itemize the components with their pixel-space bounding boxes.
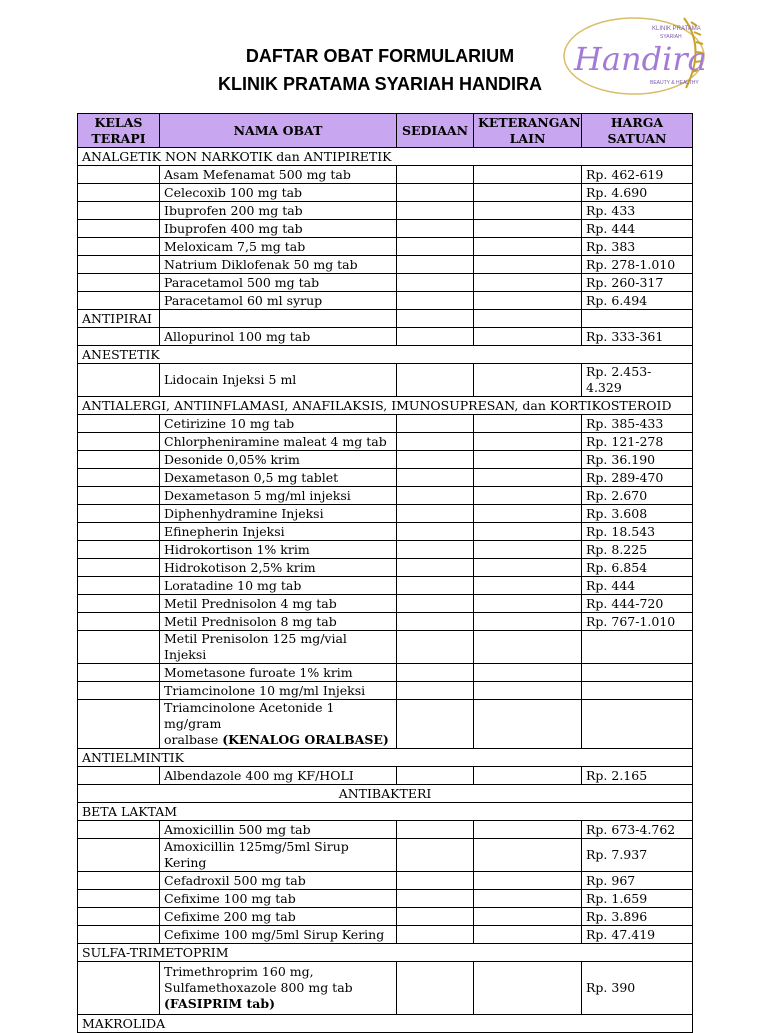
drug-price: Rp. 6.494 [582,292,693,310]
drug-price: Rp. 444-720 [582,595,693,613]
drug-name [160,700,397,749]
drug-name: Ibuprofen 400 mg tab [160,220,397,238]
table-row [78,926,693,944]
drug-price: Rp. 289-470 [582,469,693,487]
drug-name: Paracetamol 60 ml syrup [160,292,397,310]
drug-name-line-2: oralbase [164,732,223,747]
logo-brand: Handira [574,40,707,78]
table-row [78,541,693,559]
drug-price [582,682,693,700]
section-row [78,803,693,821]
section-antibakteri: ANTIBAKTERI [78,785,693,803]
logo-tagline: BEAUTY & HEALTHY [650,80,699,86]
drug-name: Celecoxib 100 mg tab [160,184,397,202]
table-row [78,908,693,926]
drug-name: Desonide 0,05% krim [160,451,397,469]
drug-price: Rp. 462-619 [582,166,693,184]
drug-price [582,700,693,749]
drug-price: Rp. 4.690 [582,184,693,202]
drug-name: Amoxicillin 125mg/5ml Sirup Kering [160,839,397,872]
drug-name-line-2: Sulfamethoxazole 800 mg tab [164,980,353,995]
section-row [78,148,693,166]
header-sediaan: SEDIAAN [397,114,474,148]
table-row [78,328,693,346]
drug-price [582,364,693,397]
table-row [78,839,693,872]
table-row [78,505,693,523]
drug-name: Ibuprofen 200 mg tab [160,202,397,220]
drug-brand-label: (KENALOG ORALBASE) [222,732,389,747]
drug-name: Natrium Diklofenak 50 mg tab [160,256,397,274]
drug-price: Rp. 260-317 [582,274,693,292]
drug-price [582,664,693,682]
drug-name: Loratadine 10 mg tab [160,577,397,595]
drug-price: Rp. 967 [582,872,693,890]
section-anestetik: ANESTETIK [78,346,693,364]
drug-name: Metil Prednisolon 4 mg tab [160,595,397,613]
drug-name: Allopurinol 100 mg tab [160,328,397,346]
logo-top-text-1: KLINIK PRATAMA [652,26,701,32]
table-row [78,220,693,238]
formulary-table [77,113,693,1033]
section-row [78,944,693,962]
table-row [78,577,693,595]
drug-price: Rp. 36.190 [582,451,693,469]
logo-top-text-2: SYARIAH [660,34,682,40]
table-row [78,821,693,839]
drug-name: Meloxicam 7,5 mg tab [160,238,397,256]
drug-name-line-1: Trimethroprim 160 mg, [164,964,314,979]
header-kelas-terapi: KELAS TERAPI [78,114,160,148]
drug-price: Rp. 673-4.762 [582,821,693,839]
table-row [78,274,693,292]
header-harga-satuan: HARGA SATUAN [582,114,693,148]
table-row [78,890,693,908]
drug-price: Rp. 2.165 [582,767,693,785]
table-row [78,202,693,220]
section-makrolida: MAKROLIDA [78,1015,693,1033]
drug-name: Albendazole 400 mg KF/HOLI [160,767,397,785]
table-row [78,184,693,202]
drug-price: Rp. 333-361 [582,328,693,346]
header-keterangan-lain: KETERANGAN LAIN [474,114,582,148]
table-row [78,238,693,256]
drug-name: Cefadroxil 500 mg tab [160,872,397,890]
drug-price: Rp. 121-278 [582,433,693,451]
clinic-logo [556,8,716,100]
drug-price: Rp. 3.608 [582,505,693,523]
table-row [78,292,693,310]
table-row [78,415,693,433]
section-analgetik: ANALGETIK NON NARKOTIK dan ANTIPIRETIK [78,148,693,166]
section-row [78,785,693,803]
drug-name: Cetirizine 10 mg tab [160,415,397,433]
title-line-2: KLINIK PRATAMA SYARIAH HANDIRA [218,74,542,94]
drug-price: Rp. 767-1.010 [582,613,693,631]
drug-price [582,631,693,664]
table-row [78,595,693,613]
drug-name: Cefixime 100 mg/5ml Sirup Kering [160,926,397,944]
drug-price-line-2: 4.329 [586,380,622,395]
drug-name: Triamcinolone 10 mg/ml Injeksi [160,682,397,700]
table-row [78,523,693,541]
drug-name-line-1: Triamcinolone Acetonide 1 mg/gram [164,700,335,731]
drug-name: Metil Prenisolon 125 mg/vial Injeksi [160,631,397,664]
drug-price: Rp. 8.225 [582,541,693,559]
drug-name: Metil Prednisolon 8 mg tab [160,613,397,631]
section-beta-laktam: BETA LAKTAM [78,803,693,821]
table-row [78,682,693,700]
title-line-1: DAFTAR OBAT FORMULARIUM [245,46,515,66]
table-row [78,962,693,1015]
table-row [78,872,693,890]
drug-name: Dexametason 0,5 mg tablet [160,469,397,487]
drug-name: Cefixime 200 mg tab [160,908,397,926]
drug-name: Dexametason 5 mg/ml injeksi [160,487,397,505]
drug-price: Rp. 433 [582,202,693,220]
drug-brand-label: (FASIPRIM tab) [164,996,275,1011]
section-sulfa: SULFA-TRIMETOPRIM [78,944,693,962]
drug-name [160,962,397,1015]
section-row [78,346,693,364]
table-row [78,256,693,274]
table-row [78,559,693,577]
table-row [78,364,693,397]
table-row [78,451,693,469]
table-row [78,664,693,682]
header-row [78,114,693,148]
table-row [78,469,693,487]
drug-name: Lidocain Injeksi 5 ml [160,364,397,397]
drug-name: Chlorpheniramine maleat 4 mg tab [160,433,397,451]
document-title [180,42,580,98]
drug-price: Rp. 6.854 [582,559,693,577]
table-row [78,700,693,749]
drug-name: Asam Mefenamat 500 mg tab [160,166,397,184]
drug-price: Rp. 47.419 [582,926,693,944]
table-row [78,613,693,631]
drug-price: Rp. 390 [582,962,693,1015]
drug-name: Efinepherin Injeksi [160,523,397,541]
table-row [78,631,693,664]
drug-price: Rp. 3.896 [582,908,693,926]
table-row [78,767,693,785]
drug-price: Rp. 1.659 [582,890,693,908]
header-nama-obat: NAMA OBAT [160,114,397,148]
drug-name: Cefixime 100 mg tab [160,890,397,908]
section-row [78,749,693,767]
drug-name: Hidrokotison 2,5% krim [160,559,397,577]
drug-price: Rp. 383 [582,238,693,256]
drug-price-line-1: Rp. 2.453- [586,364,652,379]
drug-price: Rp. 2.670 [582,487,693,505]
drug-name: Hidrokortison 1% krim [160,541,397,559]
section-antielmintik: ANTIELMINTIK [78,749,693,767]
table-row [78,166,693,184]
drug-name: Diphenhydramine Injeksi [160,505,397,523]
drug-price: Rp. 444 [582,220,693,238]
section-row [78,397,693,415]
table-row [78,433,693,451]
drug-price: Rp. 7.937 [582,839,693,872]
section-antipirai: ANTIPIRAI [78,310,160,328]
drug-price: Rp. 18.543 [582,523,693,541]
section-antialergi: ANTIALERGI, ANTIINFLAMASI, ANAFILAKSIS, IMUNOSUPRESAN, dan KORTIKOSTEROID [78,397,693,415]
drug-name: Mometasone furoate 1% krim [160,664,397,682]
table-row [78,487,693,505]
drug-name: Amoxicillin 500 mg tab [160,821,397,839]
section-row [78,310,693,328]
drug-price: Rp. 385-433 [582,415,693,433]
drug-price: Rp. 444 [582,577,693,595]
drug-price: Rp. 278-1.010 [582,256,693,274]
drug-name: Paracetamol 500 mg tab [160,274,397,292]
